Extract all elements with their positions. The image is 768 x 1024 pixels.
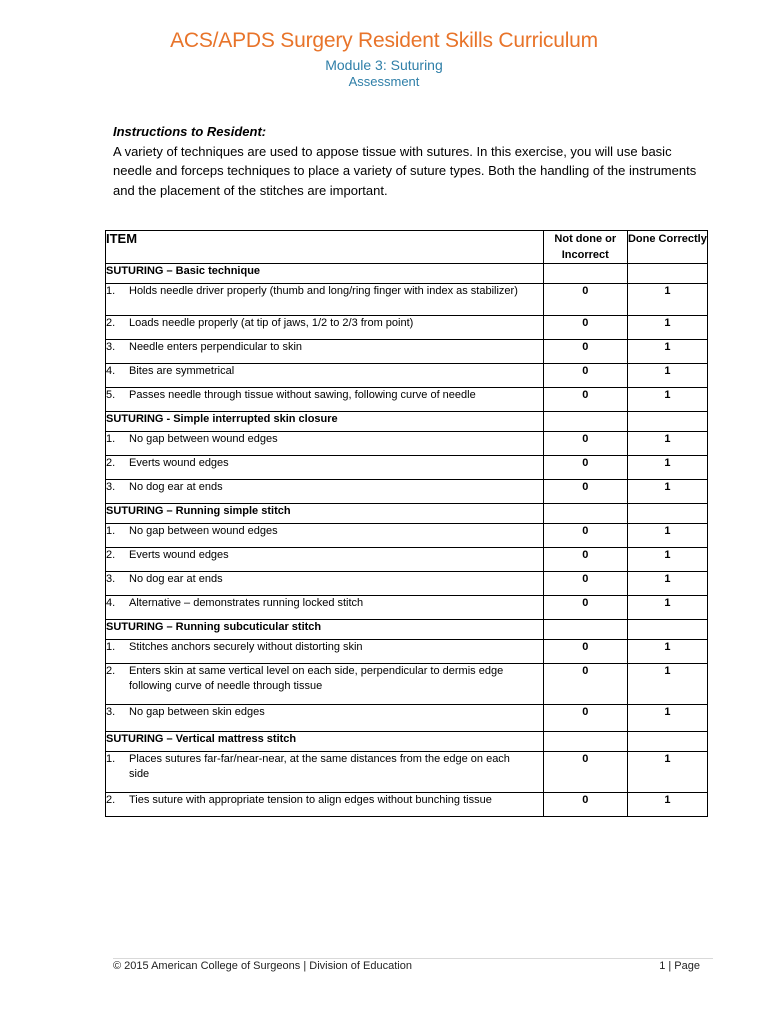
section-row — [106, 264, 708, 284]
document-header — [0, 28, 768, 90]
done-score: 1 — [627, 793, 707, 817]
item-number: 1. — [106, 753, 116, 765]
instructions-title: Instructions to Resident: — [113, 124, 267, 139]
not-done-score: 0 — [543, 364, 627, 388]
done-score: 1 — [627, 548, 707, 572]
section-row — [106, 504, 708, 524]
section-title: SUTURING - Simple interrupted skin closure — [106, 412, 544, 432]
section-empty-cell — [627, 732, 707, 752]
done-score: 1 — [627, 316, 707, 340]
not-done-score: 0 — [543, 524, 627, 548]
item-text: Ties suture with appropriate tension to align edges without bunching tissue — [129, 794, 492, 806]
item-cell — [106, 316, 544, 340]
done-score: 1 — [627, 340, 707, 364]
item-cell — [106, 480, 544, 504]
section-empty-cell — [627, 504, 707, 524]
assessment-table — [105, 230, 708, 817]
item-cell — [106, 284, 544, 316]
item-number: 4. — [106, 365, 116, 377]
not-done-score: 0 — [543, 793, 627, 817]
done-score: 1 — [627, 364, 707, 388]
section-title: SUTURING – Basic technique — [106, 264, 544, 284]
item-cell — [106, 664, 544, 705]
table-row — [106, 340, 708, 364]
item-cell — [106, 456, 544, 480]
item-text: Stitches anchors securely without distorting skin — [129, 641, 363, 653]
not-done-score: 0 — [543, 664, 627, 705]
item-text: Everts wound edges — [129, 457, 229, 469]
not-done-score: 0 — [543, 752, 627, 793]
item-cell — [106, 432, 544, 456]
item-number: 3. — [106, 706, 116, 718]
item-number: 2. — [106, 457, 116, 469]
item-text: Passes needle through tissue without sawing, following curve of needle — [129, 389, 476, 401]
item-number: 3. — [106, 573, 116, 585]
table-row — [106, 364, 708, 388]
section-title: SUTURING – Running subcuticular stitch — [106, 620, 544, 640]
item-number: 1. — [106, 641, 116, 653]
table-row — [106, 316, 708, 340]
item-number: 1. — [106, 285, 116, 297]
item-cell — [106, 752, 544, 793]
item-cell — [106, 388, 544, 412]
section-title: SUTURING – Vertical mattress stitch — [106, 732, 544, 752]
table-row — [106, 640, 708, 664]
footer-copyright: © 2015 American College of Surgeons | Division of Education — [113, 960, 412, 972]
done-column-header: Done Correctly — [627, 231, 707, 264]
instructions-body: A variety of techniques are used to appose tissue with sutures. In this exercise, you will use basic needle and forceps techniques to place a variety of suture types. Both the handling of the instruments and the placement of the stitches are important. — [113, 143, 697, 198]
item-text: Needle enters perpendicular to skin — [129, 341, 303, 353]
table-header-row — [106, 231, 708, 264]
done-score: 1 — [627, 596, 707, 620]
section-empty-cell — [627, 264, 707, 284]
not-done-score: 0 — [543, 640, 627, 664]
section-empty-cell — [543, 264, 627, 284]
not-done-score: 0 — [543, 388, 627, 412]
table-row — [106, 456, 708, 480]
section-empty-cell — [627, 412, 707, 432]
section-empty-cell — [543, 504, 627, 524]
item-number: 1. — [106, 433, 116, 445]
item-text: Enters skin at same vertical level on each side, perpendicular to dermis edge following curve of needle through tissue — [129, 665, 504, 692]
done-score: 1 — [627, 752, 707, 793]
item-text: Everts wound edges — [129, 549, 229, 561]
item-text: Holds needle driver properly (thumb and long/ring finger with index as stabilizer) — [129, 285, 518, 297]
item-number: 2. — [106, 317, 116, 329]
done-score: 1 — [627, 664, 707, 705]
item-number: 2. — [106, 549, 116, 561]
item-text: Bites are symmetrical — [129, 365, 235, 377]
section-empty-cell — [543, 412, 627, 432]
item-cell — [106, 705, 544, 732]
section-empty-cell — [543, 732, 627, 752]
module-subtitle: Module 3: Suturing — [325, 57, 443, 73]
instructions-block — [113, 122, 713, 200]
footer-page-number: 1 | Page — [659, 960, 700, 972]
not-done-score: 0 — [543, 596, 627, 620]
item-text: Loads needle properly (at tip of jaws, 1/2 to 2/3 from point) — [129, 317, 414, 329]
item-cell — [106, 524, 544, 548]
table-row — [106, 572, 708, 596]
not-done-score: 0 — [543, 572, 627, 596]
item-number: 2. — [106, 665, 116, 677]
section-row — [106, 412, 708, 432]
section-empty-cell — [543, 620, 627, 640]
not-done-score: 0 — [543, 284, 627, 316]
not-done-column-header: Not done or Incorrect — [543, 231, 627, 264]
table-row — [106, 524, 708, 548]
document-title: ACS/APDS Surgery Resident Skills Curriculum — [170, 29, 598, 52]
table-row — [106, 793, 708, 817]
done-score: 1 — [627, 388, 707, 412]
item-text: No dog ear at ends — [129, 481, 223, 493]
done-score: 1 — [627, 432, 707, 456]
item-cell — [106, 572, 544, 596]
not-done-score: 0 — [543, 480, 627, 504]
item-number: 2. — [106, 794, 116, 806]
table-row — [106, 480, 708, 504]
assessment-subtitle: Assessment — [348, 74, 420, 89]
section-row — [106, 732, 708, 752]
section-title: SUTURING – Running simple stitch — [106, 504, 544, 524]
table-row — [106, 752, 708, 793]
item-text: No gap between wound edges — [129, 525, 278, 537]
done-score: 1 — [627, 480, 707, 504]
item-number: 3. — [106, 481, 116, 493]
done-score: 1 — [627, 640, 707, 664]
section-empty-cell — [627, 620, 707, 640]
not-done-score: 0 — [543, 432, 627, 456]
item-text: Alternative – demonstrates running locked stitch — [129, 597, 364, 609]
table-row — [106, 705, 708, 732]
item-cell — [106, 596, 544, 620]
table-row — [106, 388, 708, 412]
item-text: Places sutures far-far/near-near, at the same distances from the edge on each side — [129, 753, 510, 780]
table-row — [106, 548, 708, 572]
not-done-score: 0 — [543, 705, 627, 732]
not-done-score: 0 — [543, 340, 627, 364]
done-score: 1 — [627, 524, 707, 548]
done-score: 1 — [627, 456, 707, 480]
not-done-score: 0 — [543, 316, 627, 340]
item-column-header: ITEM — [106, 231, 544, 264]
item-cell — [106, 640, 544, 664]
not-done-score: 0 — [543, 456, 627, 480]
not-done-score: 0 — [543, 548, 627, 572]
item-number: 1. — [106, 525, 116, 537]
item-number: 4. — [106, 597, 116, 609]
item-cell — [106, 793, 544, 817]
item-cell — [106, 364, 544, 388]
table-row — [106, 596, 708, 620]
item-cell — [106, 548, 544, 572]
item-cell — [106, 340, 544, 364]
table-body — [106, 264, 708, 817]
item-text: No dog ear at ends — [129, 573, 223, 585]
done-score: 1 — [627, 705, 707, 732]
item-number: 3. — [106, 341, 116, 353]
table-row — [106, 664, 708, 705]
table-row — [106, 284, 708, 316]
item-text: No gap between skin edges — [129, 706, 265, 718]
section-row — [106, 620, 708, 640]
item-text: No gap between wound edges — [129, 433, 278, 445]
done-score: 1 — [627, 284, 707, 316]
item-number: 5. — [106, 389, 116, 401]
done-score: 1 — [627, 572, 707, 596]
table-row — [106, 432, 708, 456]
